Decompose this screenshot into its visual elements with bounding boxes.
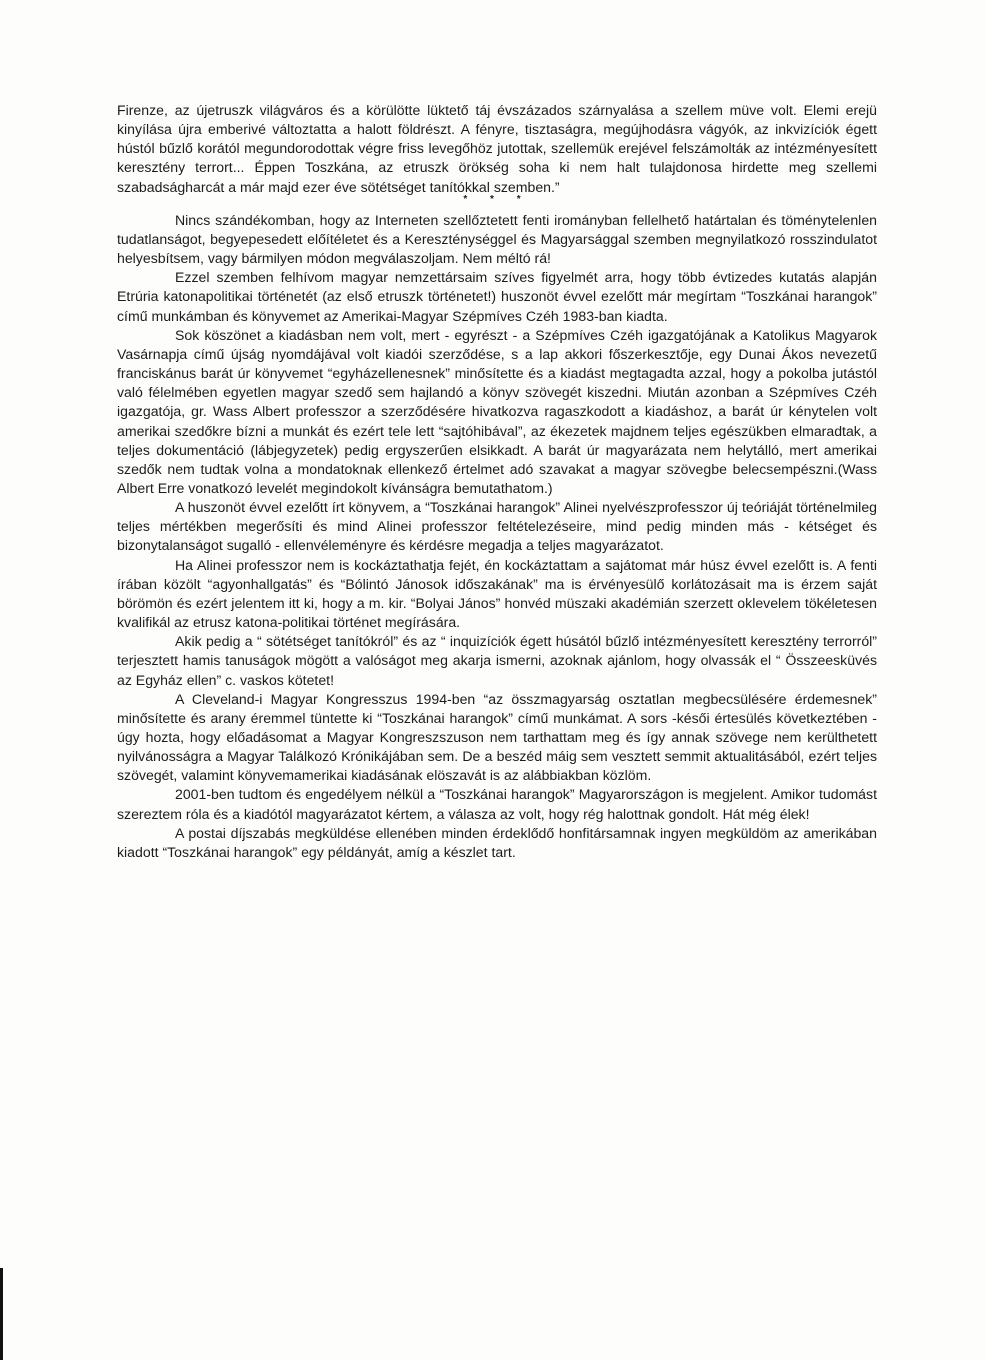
section-separator: * * * (463, 193, 531, 205)
paragraph-4: A huszonöt évvel ezelőtt írt könyvem, a “Toszkánai harangok” Alinei nyelvészprofesszor új teóriáját történelmileg teljes mértékben megerősíti és mind Alinei professzor feltételezéseire, mind pedig minden más - kétséget és bizonytalanságot sugalló - ellenvéleményre és kérdésre megadja a teljes magyarázatot. (117, 499, 877, 554)
quote-paragraph: Firenze, az újetruszk világváros és a körülötte lüktető táj évszázados szárnyalása a szellem müve volt. Elemi erejü kinyílása újra emberivé változtatta a halott földrészt. A fényre, tisztaságra, megújhodásra vágyók, az inkvizíciók égett hústól bűzlő korától megundorodottak végre friss levegőhöz jutottak, szellemük erejével felszámolták az intézményesített keresztény terrort... Éppen Toszkána, az etruszk örökség soha ki nem halt tulajdonosa hirdette meg szellemi szabadságharcát a már majd ezer éve sötétséget tanítókkal szemben.” (117, 102, 877, 195)
paragraph-9: A postai díjszabás megküldése ellenében minden érdeklődő honfitársamnak ingyen megküldöm az amerikában kiadott “Toszkánai harangok” egy példányát, amíg a készlet tart. (117, 824, 877, 860)
paragraph-1: Nincs szándékomban, hogy az Interneten szellőztetett fenti irományban fellelhető határtalan és töménytelenlen tudatlanságot, begyepesedett előítéletet és a Kereszténységgel és Magyarsággal szemben megnyilatkozó rosszindulatot helyesbítsem, vagy bármilyen módon megválaszoljam. Nem méltó rá! (117, 211, 877, 267)
paragraph-2: Ezzel szemben felhívom magyar nemzettársaim szíves figyelmét arra, hogy több évtizedes kutatás alapján Etrúria katonapolitikai történetét (az első etruszk történetet!) huszonöt évvel ezelőtt már megírtam “Toszkánai harangok” című munkámban és könyvemet az Amerikai-Magyar Szépmíves Czéh 1983-ban kiadta. (117, 269, 877, 324)
paragraph-7: A Cleveland-i Magyar Kongresszus 1994-ben “az összmagyarság osztatlan megbecsülésére érdemesnek” minősítette és arany éremmel tüntette ki “Toszkánai harangok” című munkámat. A sors -késői értesülés következtében - úgy hozta, hogy előadásomat a Magyar Kongreszszuson nem tarthattam meg és így annak szövege nem kerülthetett nyilvánosságra a Magyar Találkozó Krónikájában sem. De a beszéd máig sem vesztett semmit aktualitásából, ezért teljes szövegét, valamint könyvemamerikai kiadásának elöszavát is az alábbiakban közlöm. (117, 690, 877, 784)
letter-body (117, 101, 877, 862)
paragraph-6: Akik pedig a “ sötétséget tanítókról” és az “ inquizíciók égett húsától bűzlő intézményesített keresztény terrorról” terjesztett hamis tanuságok mögött a valóságot meg akarja ismerni, azoknak ajánlom, hogy olvassák el “ Összeesküvés az Egyház ellen” c. vaskos kötetet! (117, 633, 877, 688)
paragraph-8: 2001-ben tudtom és engedélyem nélkül a “Toszkánai harangok” Magyarországon is megjelent. Amikor tudomást szereztem róla és a kiadótól magyarázatot kértem, a válasza az volt, hogy rég halottnak gondolt. Hát még élek! (117, 786, 877, 822)
paragraph-5: Ha Alinei professzor nem is kockáztathatja fejét, én kockáztattam a sajátomat már húsz évvel ezelőtt is. A fenti írában közölt “agyonhallgatás” és “Bólintó Jánosok időszakának” ma is érvényesülő korlátozásait ma is érzem saját börömön és ezért jelentem itt ki, hogy a m. kir. “Bolyai János” honvéd müszaki akadémián szerzett oklevelem tökéletesen kvalifikál az etrusz katona-politikai történet megírására. (117, 556, 877, 631)
scan-edge-mark (0, 1268, 3, 1360)
paragraph-3: Sok köszönet a kiadásban nem volt, mert - egyrészt - a Szépmíves Czéh igazgatójának a Katolikus Magyarok Vasárnapja című újság nyomdájával volt kiadói szerződése, s a lap akkori főszerkesztője, egy Dunai Ákos nevezetű franciskánus barát úr könyvemet “egyházellenesnek” minősítette és a kiadást megtagadta azzal, hogy a pokolba jutástól való félelmében egyetlen magyar szedő sem hajlandó a könyv szövegét kiszedni. Miután azonban a Szépmíves Czéh igazgatója, gr. Wass Albert professzor a szerződésére hivatkozva ragaszkodott a kiadáshoz, a barát úr kénytelen volt amerikai szedőkre bízni a munkát és ezért tele lett “sajtóhibával”, az ékezetek majdnem teljes egészükben elmaradtak, a teljes dokumentáció (lábjegyzetek) pedig ergyszerűen elsikkadt. A barát úr magyarázata nem helytálló, mert amerikai szedők nem tudtak volna a mondatoknak ellenkező értelmet adó szavakat a magyar szövegbe belecsempészni.(Wass Albert Erre vonatkozó levelét megindokolt kívánságra bemutathatom.) (117, 326, 877, 496)
